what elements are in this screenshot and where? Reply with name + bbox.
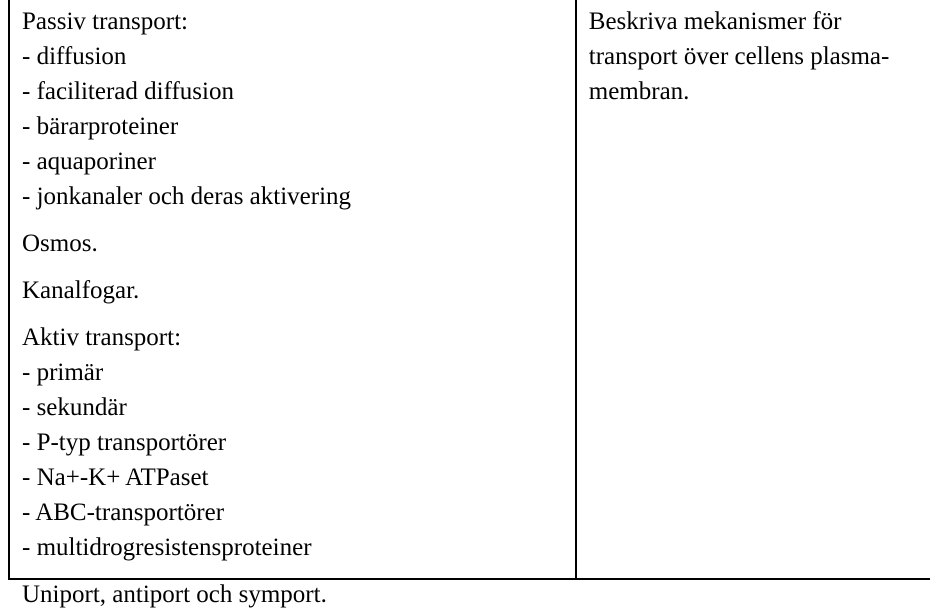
list-item: - faciliterad diffusion [22,78,234,105]
content-block-kanalfogar [22,273,565,308]
list-item: - aquaporiner [22,148,156,175]
block-heading: Passiv transport: [22,8,188,35]
table-cell-content [10,0,577,608]
list-item: - ABC-transportörer [22,499,225,526]
block-heading: Osmos. [22,230,98,257]
content-block-aktiv-transport [22,320,565,565]
list-item: - diffusion [22,43,127,70]
list-item: - primär [22,359,104,386]
list-item: - P-typ transportörer [22,429,227,456]
objective-text: Beskriva mekanismer för transport över cellens plasma-membran. [588,8,890,105]
content-table [8,0,930,608]
content-block-passiv-transport [22,4,565,214]
list-item: - bärarproteiner [22,113,179,140]
content-block-uniport [22,577,565,612]
list-item: - Na+-K+ ATPaset [22,464,209,491]
list-item: - sekundär [22,394,127,421]
block-heading: Uniport, antiport och symport. [22,581,327,608]
content-block-osmos [22,226,565,261]
table-cell-objective [577,0,930,578]
list-item: - multidrogresistensproteiner [22,534,312,561]
block-heading: Kanalfogar. [22,277,140,304]
list-item: - jonkanaler och deras aktivering [22,183,352,210]
block-heading: Aktiv transport: [22,324,182,351]
